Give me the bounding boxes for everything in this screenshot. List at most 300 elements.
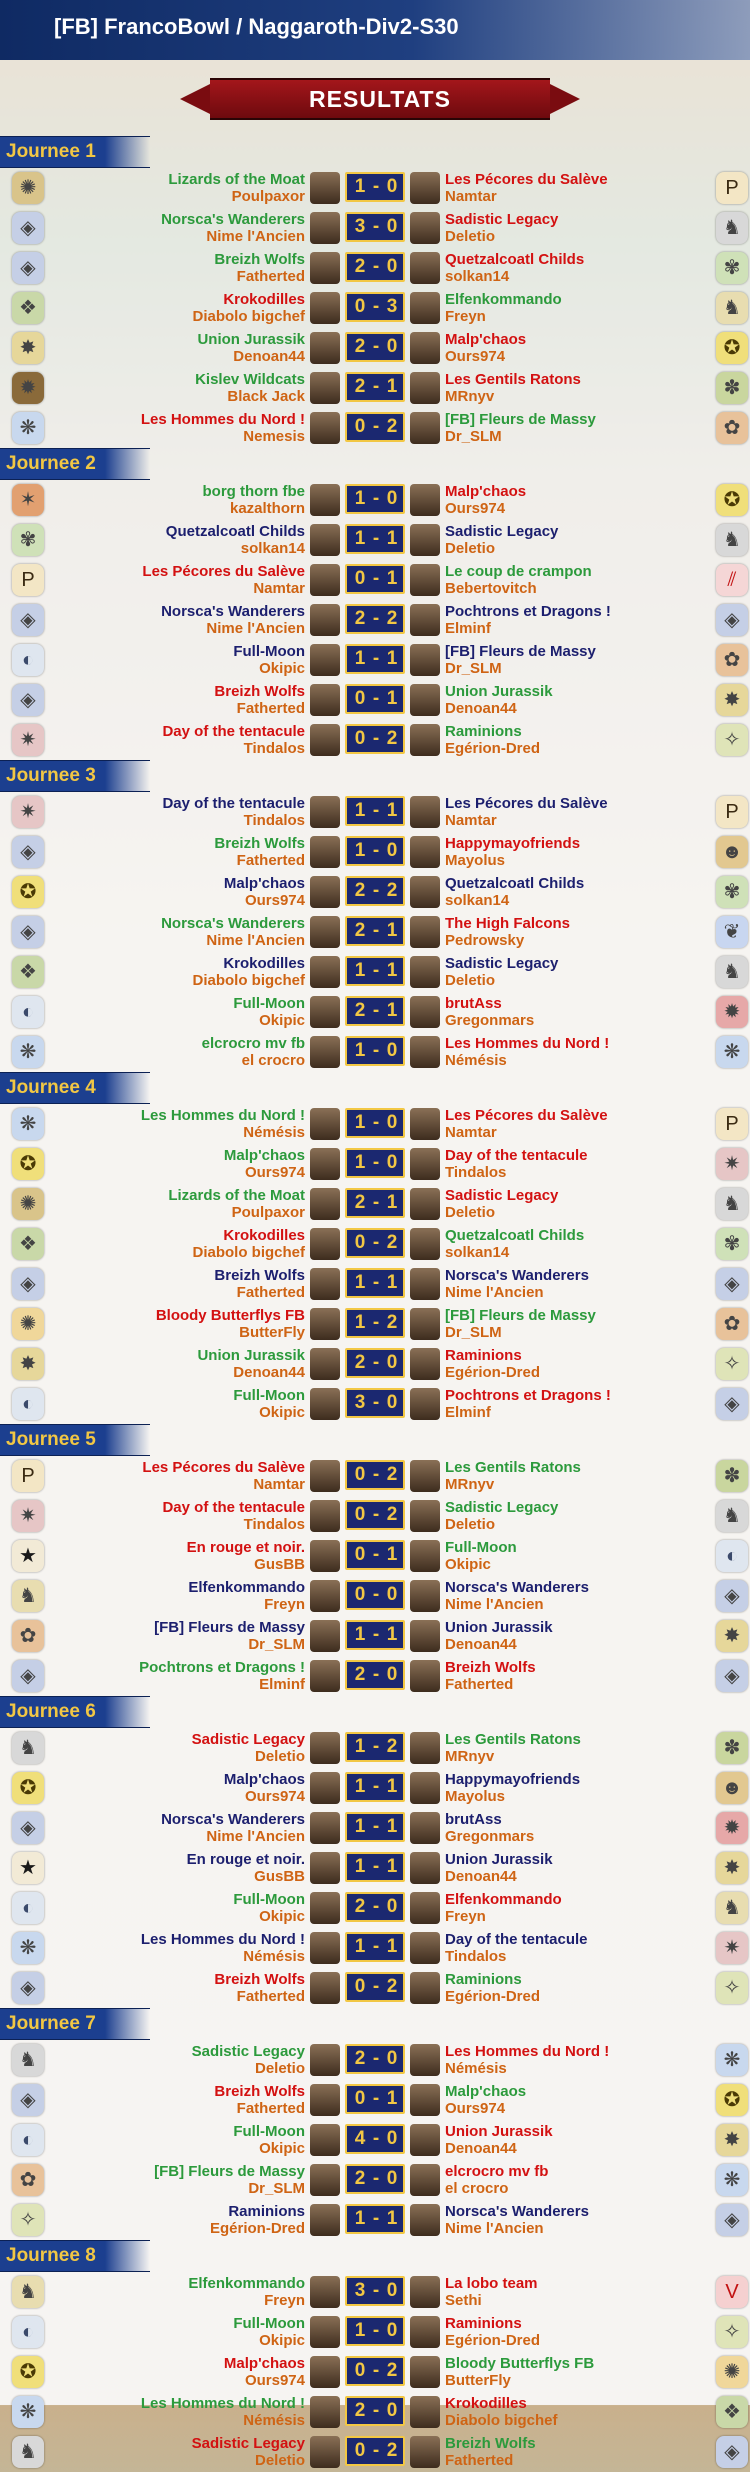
home-team-name[interactable]: Full-Moon	[233, 995, 305, 1012]
away-team-name[interactable]: brutAss	[445, 995, 502, 1012]
score-box[interactable]	[345, 1308, 405, 1338]
score-box[interactable]	[345, 372, 405, 402]
home-team-name[interactable]: Full-Moon	[233, 1387, 305, 1404]
home-team-name[interactable]: Union Jurassik	[197, 1347, 305, 1364]
home-team[interactable]	[161, 603, 305, 637]
home-team[interactable]	[233, 2123, 305, 2157]
away-team[interactable]	[445, 915, 570, 949]
away-coach-name[interactable]: Pedrowsky	[445, 932, 525, 949]
home-team[interactable]	[192, 2435, 305, 2469]
home-team-name[interactable]: [FB] Fleurs de Massy	[154, 2163, 305, 2180]
away-team-name[interactable]: Day of the tentacule	[445, 1931, 588, 1948]
home-coach-name[interactable]: ButterFly	[239, 1324, 305, 1341]
away-team[interactable]	[445, 683, 553, 717]
away-team[interactable]	[445, 1227, 584, 1261]
away-team[interactable]	[445, 1659, 536, 1693]
away-coach-name[interactable]: Nime l'Ancien	[445, 1596, 544, 1613]
home-team-name[interactable]: Malp'chaos	[223, 2355, 305, 2372]
home-team[interactable]	[141, 411, 305, 445]
away-team[interactable]	[445, 1539, 517, 1573]
home-coach-name[interactable]: Fatherted	[236, 2100, 305, 2117]
away-team-name[interactable]: elcrocro mv fb	[445, 2163, 549, 2180]
away-coach-name[interactable]: Freyn	[445, 308, 486, 325]
score-box[interactable]	[345, 916, 405, 946]
home-coach-name[interactable]: Diabolo bigchef	[192, 308, 305, 325]
home-team[interactable]	[224, 1771, 305, 1805]
home-coach-name[interactable]: kazalthorn	[229, 500, 305, 517]
home-team-name[interactable]: Sadistic Legacy	[191, 2043, 305, 2060]
away-coach-name[interactable]: Bebertovitch	[445, 580, 537, 597]
away-coach-name[interactable]: Tindalos	[445, 1164, 507, 1181]
away-coach-name[interactable]: MRnyv	[445, 1476, 495, 1493]
away-team-name[interactable]: Malp'chaos	[445, 331, 527, 348]
away-team[interactable]	[445, 251, 584, 285]
away-team-name[interactable]: Sadistic Legacy	[445, 1187, 559, 1204]
away-coach-name[interactable]: Nime l'Ancien	[445, 1284, 544, 1301]
away-coach-name[interactable]: Dr_SLM	[445, 660, 502, 677]
home-team-name[interactable]: Pochtrons et Dragons !	[139, 1659, 305, 1676]
home-team[interactable]	[168, 171, 305, 205]
home-coach-name[interactable]: Ours974	[244, 2372, 305, 2389]
away-team-name[interactable]: Union Jurassik	[445, 1851, 553, 1868]
score-box[interactable]	[345, 2204, 405, 2234]
home-team[interactable]	[192, 2043, 305, 2077]
away-team-name[interactable]: Quetzalcoatl Childs	[445, 1227, 585, 1244]
home-team-name[interactable]: Malp'chaos	[223, 1771, 305, 1788]
score-box[interactable]	[345, 1268, 405, 1298]
score-box[interactable]	[345, 1036, 405, 1066]
home-team-name[interactable]: Malp'chaos	[223, 1147, 305, 1164]
away-team[interactable]	[445, 171, 608, 205]
score-box[interactable]	[345, 332, 405, 362]
away-coach-name[interactable]: Namtar	[445, 188, 497, 205]
home-team-name[interactable]: Elfenkommando	[188, 1579, 305, 1596]
home-coach-name[interactable]: Okipic	[259, 1012, 305, 1029]
score-box[interactable]	[345, 1148, 405, 1178]
away-coach-name[interactable]: Némésis	[445, 2060, 507, 2077]
home-team[interactable]	[233, 1387, 305, 1421]
away-team[interactable]	[445, 1267, 589, 1301]
home-coach-name[interactable]: Fatherted	[236, 1284, 305, 1301]
score-box[interactable]	[345, 1388, 405, 1418]
away-team[interactable]	[445, 2275, 538, 2309]
away-team[interactable]	[445, 1619, 553, 1653]
home-coach-name[interactable]: Okipic	[259, 1908, 305, 1925]
away-coach-name[interactable]: Egérion-Dred	[445, 740, 541, 757]
away-coach-name[interactable]: Fatherted	[445, 2452, 514, 2469]
home-coach-name[interactable]: Egérion-Dred	[209, 2220, 305, 2237]
home-team-name[interactable]: Norsca's Wanderers	[161, 1811, 305, 1828]
away-team[interactable]	[445, 291, 562, 325]
away-coach-name[interactable]: Namtar	[445, 812, 497, 829]
home-team[interactable]	[214, 683, 305, 717]
away-coach-name[interactable]: MRnyv	[445, 388, 495, 405]
score-box[interactable]	[345, 1660, 405, 1690]
away-coach-name[interactable]: Némésis	[445, 1052, 507, 1069]
away-coach-name[interactable]: Deletio	[445, 540, 496, 557]
away-coach-name[interactable]: Deletio	[445, 1204, 496, 1221]
home-team-name[interactable]: Kislev Wildcats	[195, 371, 305, 388]
home-team[interactable]	[224, 1147, 305, 1181]
home-team-name[interactable]: Union Jurassik	[197, 331, 305, 348]
away-team-name[interactable]: Sadistic Legacy	[445, 523, 559, 540]
home-team[interactable]	[197, 1347, 305, 1381]
away-team-name[interactable]: Happymayofriends	[445, 1771, 581, 1788]
home-coach-name[interactable]: Deletio	[254, 2452, 305, 2469]
home-team-name[interactable]: Bloody Butterflys FB	[155, 1307, 305, 1324]
away-team-name[interactable]: Breizh Wolfs	[445, 1659, 536, 1676]
away-team-name[interactable]: [FB] Fleurs de Massy	[445, 1307, 596, 1324]
score-box[interactable]	[345, 1732, 405, 1762]
away-team[interactable]	[445, 995, 534, 1029]
away-coach-name[interactable]: Ours974	[445, 2100, 506, 2117]
home-team-name[interactable]: Les Pécores du Salève	[142, 1459, 305, 1476]
score-box[interactable]	[345, 412, 405, 442]
home-team-name[interactable]: En rouge et noir.	[186, 1539, 305, 1556]
home-team-name[interactable]: Quetzalcoatl Childs	[165, 523, 305, 540]
home-coach-name[interactable]: Okipic	[259, 660, 305, 677]
home-team[interactable]	[162, 723, 305, 757]
home-coach-name[interactable]: Diabolo bigchef	[192, 1244, 305, 1261]
away-team[interactable]	[445, 603, 611, 637]
score-box[interactable]	[345, 1620, 405, 1650]
home-coach-name[interactable]: Deletio	[254, 1748, 305, 1765]
home-coach-name[interactable]: Némésis	[243, 1124, 305, 1141]
away-team[interactable]	[445, 2203, 589, 2237]
score-box[interactable]	[345, 484, 405, 514]
home-team-name[interactable]: Krokodilles	[223, 1227, 305, 1244]
home-team-name[interactable]: Malp'chaos	[223, 875, 305, 892]
away-team[interactable]	[445, 411, 596, 445]
away-team-name[interactable]: Les Gentils Ratons	[445, 371, 581, 388]
away-team-name[interactable]: Day of the tentacule	[445, 1147, 588, 1164]
home-team[interactable]	[193, 955, 306, 989]
away-team[interactable]	[445, 1459, 581, 1493]
away-team-name[interactable]: La lobo team	[445, 2275, 538, 2292]
away-team[interactable]	[445, 1499, 558, 1533]
score-box[interactable]	[345, 644, 405, 674]
home-coach-name[interactable]: Denoan44	[233, 348, 305, 365]
home-team-name[interactable]: Full-Moon	[233, 2315, 305, 2332]
home-coach-name[interactable]: Deletio	[254, 2060, 305, 2077]
home-coach-name[interactable]: Denoan44	[233, 1364, 305, 1381]
score-box[interactable]	[345, 604, 405, 634]
score-box[interactable]	[345, 1972, 405, 2002]
away-coach-name[interactable]: Denoan44	[445, 2140, 517, 2157]
score-box[interactable]	[345, 1460, 405, 1490]
away-team[interactable]	[445, 835, 580, 869]
away-coach-name[interactable]: Namtar	[445, 1124, 497, 1141]
home-team[interactable]	[214, 1971, 305, 2005]
away-team[interactable]	[445, 1035, 609, 1069]
score-box[interactable]	[345, 796, 405, 826]
home-coach-name[interactable]: Freyn	[264, 1596, 305, 1613]
score-box[interactable]	[345, 172, 405, 202]
away-team-name[interactable]: Raminions	[445, 723, 522, 740]
away-team-name[interactable]: Les Gentils Ratons	[445, 1459, 581, 1476]
away-team-name[interactable]: Sadistic Legacy	[445, 955, 559, 972]
away-coach-name[interactable]: Deletio	[445, 228, 496, 245]
score-box[interactable]	[345, 1892, 405, 1922]
home-team[interactable]	[214, 1267, 305, 1301]
home-team-name[interactable]: Full-Moon	[233, 643, 305, 660]
home-team[interactable]	[156, 1307, 305, 1341]
away-coach-name[interactable]: Dr_SLM	[445, 1324, 502, 1341]
away-team[interactable]	[445, 563, 592, 597]
score-box[interactable]	[345, 292, 405, 322]
home-team-name[interactable]: Norsca's Wanderers	[161, 603, 305, 620]
away-coach-name[interactable]: Gregonmars	[445, 1012, 535, 1029]
score-box[interactable]	[345, 1228, 405, 1258]
home-team[interactable]	[233, 995, 305, 1029]
score-box[interactable]	[345, 2436, 405, 2466]
score-box[interactable]	[345, 1772, 405, 1802]
home-team[interactable]	[224, 2355, 305, 2389]
away-team[interactable]	[445, 1851, 553, 1885]
home-team[interactable]	[202, 1035, 305, 1069]
score-box[interactable]	[345, 1108, 405, 1138]
home-coach-name[interactable]: Ours974	[244, 1164, 305, 1181]
score-box[interactable]	[345, 684, 405, 714]
away-team-name[interactable]: Bloody Butterflys FB	[445, 2355, 595, 2372]
away-team-name[interactable]: Happymayofriends	[445, 835, 581, 852]
score-box[interactable]	[345, 2316, 405, 2346]
away-team-name[interactable]: Sadistic Legacy	[445, 211, 559, 228]
away-team[interactable]	[445, 2163, 548, 2197]
away-coach-name[interactable]: Denoan44	[445, 1636, 517, 1653]
away-team[interactable]	[445, 1579, 589, 1613]
home-team[interactable]	[168, 1187, 305, 1221]
away-team-name[interactable]: Union Jurassik	[445, 2123, 553, 2140]
away-team[interactable]	[445, 2043, 609, 2077]
score-box[interactable]	[345, 1580, 405, 1610]
home-coach-name[interactable]: Elminf	[259, 1676, 305, 1693]
home-coach-name[interactable]: el crocro	[241, 1052, 305, 1069]
away-coach-name[interactable]: MRnyv	[445, 1748, 495, 1765]
away-coach-name[interactable]: Diabolo bigchef	[445, 2412, 558, 2429]
away-coach-name[interactable]: Freyn	[445, 1908, 486, 1925]
home-coach-name[interactable]: Ours974	[244, 892, 305, 909]
away-team[interactable]	[445, 1811, 534, 1845]
score-box[interactable]	[345, 876, 405, 906]
home-coach-name[interactable]: Black Jack	[227, 388, 305, 405]
away-coach-name[interactable]: Egérion-Dred	[445, 2332, 541, 2349]
score-box[interactable]	[345, 1540, 405, 1570]
home-team[interactable]	[233, 643, 305, 677]
home-team-name[interactable]: Krokodilles	[223, 955, 305, 972]
away-team[interactable]	[445, 2355, 594, 2389]
home-team[interactable]	[139, 1659, 305, 1693]
score-box[interactable]	[345, 1812, 405, 1842]
home-team[interactable]	[187, 1851, 305, 1885]
home-coach-name[interactable]: Dr_SLM	[248, 1636, 305, 1653]
home-coach-name[interactable]: Namtar	[253, 1476, 305, 1493]
score-box[interactable]	[345, 2164, 405, 2194]
home-team[interactable]	[197, 331, 305, 365]
home-team-name[interactable]: Full-Moon	[233, 1891, 305, 1908]
home-team[interactable]	[142, 563, 305, 597]
score-box[interactable]	[345, 1932, 405, 1962]
away-team[interactable]	[445, 1187, 558, 1221]
away-team[interactable]	[445, 1307, 596, 1341]
home-coach-name[interactable]: Ours974	[244, 1788, 305, 1805]
home-team[interactable]	[224, 875, 305, 909]
home-team-name[interactable]: Breizh Wolfs	[214, 2083, 305, 2100]
home-coach-name[interactable]: Namtar	[253, 580, 305, 597]
score-box[interactable]	[345, 724, 405, 754]
home-team[interactable]	[193, 1227, 306, 1261]
home-team-name[interactable]: Breizh Wolfs	[214, 251, 305, 268]
home-coach-name[interactable]: Némésis	[243, 1948, 305, 1965]
home-coach-name[interactable]: Nime l'Ancien	[206, 932, 305, 949]
away-coach-name[interactable]: ButterFly	[445, 2372, 511, 2389]
away-team-name[interactable]: Les Pécores du Salève	[445, 795, 608, 812]
score-box[interactable]	[345, 836, 405, 866]
away-team[interactable]	[445, 483, 526, 517]
away-team[interactable]	[445, 795, 608, 829]
home-team-name[interactable]: Les Hommes du Nord !	[140, 1931, 305, 1948]
away-coach-name[interactable]: Dr_SLM	[445, 428, 502, 445]
away-coach-name[interactable]: Denoan44	[445, 700, 517, 717]
away-coach-name[interactable]: Okipic	[445, 1556, 491, 1573]
home-team-name[interactable]: Les Hommes du Nord !	[140, 411, 305, 428]
away-team-name[interactable]: Union Jurassik	[445, 1619, 553, 1636]
home-team-name[interactable]: Breizh Wolfs	[214, 835, 305, 852]
home-coach-name[interactable]: Fatherted	[236, 852, 305, 869]
away-coach-name[interactable]: Fatherted	[445, 1676, 514, 1693]
score-box[interactable]	[345, 956, 405, 986]
away-team[interactable]	[445, 955, 558, 989]
away-team[interactable]	[445, 1347, 540, 1381]
home-team-name[interactable]: elcrocro mv fb	[201, 1035, 305, 1052]
away-coach-name[interactable]: Denoan44	[445, 1868, 517, 1885]
score-box[interactable]	[345, 2276, 405, 2306]
away-team-name[interactable]: Pochtrons et Dragons !	[445, 603, 611, 620]
home-coach-name[interactable]: Dr_SLM	[248, 2180, 305, 2197]
home-team-name[interactable]: Full-Moon	[233, 2123, 305, 2140]
home-coach-name[interactable]: Okipic	[259, 2332, 305, 2349]
home-team-name[interactable]: Les Pécores du Salève	[142, 563, 305, 580]
away-team[interactable]	[445, 1931, 588, 1965]
home-team-name[interactable]: Sadistic Legacy	[191, 2435, 305, 2452]
away-coach-name[interactable]: Tindalos	[445, 1948, 507, 1965]
away-coach-name[interactable]: Elminf	[445, 620, 491, 637]
away-team-name[interactable]: Le coup de crampon	[445, 563, 592, 580]
away-coach-name[interactable]: Deletio	[445, 972, 496, 989]
away-team-name[interactable]: Quetzalcoatl Childs	[445, 251, 585, 268]
home-coach-name[interactable]: GusBB	[254, 1556, 305, 1573]
away-team[interactable]	[445, 211, 558, 245]
home-team-name[interactable]: Breizh Wolfs	[214, 1267, 305, 1284]
home-team-name[interactable]: [FB] Fleurs de Massy	[154, 1619, 305, 1636]
score-box[interactable]	[345, 212, 405, 242]
home-team[interactable]	[203, 483, 305, 517]
away-team-name[interactable]: Raminions	[445, 2315, 522, 2332]
away-team-name[interactable]: Les Hommes du Nord !	[445, 1035, 610, 1052]
home-coach-name[interactable]: solkan14	[240, 540, 305, 557]
home-coach-name[interactable]: Tindalos	[243, 812, 305, 829]
home-coach-name[interactable]: Okipic	[259, 1404, 305, 1421]
home-team-name[interactable]: Day of the tentacule	[162, 1499, 305, 1516]
away-coach-name[interactable]: solkan14	[445, 892, 510, 909]
score-box[interactable]	[345, 1188, 405, 1218]
home-team[interactable]	[161, 1811, 305, 1845]
away-team[interactable]	[445, 2123, 553, 2157]
home-team[interactable]	[142, 1459, 305, 1493]
home-team-name[interactable]: Lizards of the Moat	[168, 171, 305, 188]
away-team-name[interactable]: [FB] Fleurs de Massy	[445, 411, 596, 428]
home-team-name[interactable]: Sadistic Legacy	[191, 1731, 305, 1748]
home-team[interactable]	[233, 1891, 305, 1925]
away-team[interactable]	[445, 723, 540, 757]
home-coach-name[interactable]: Némésis	[243, 2412, 305, 2429]
away-team-name[interactable]: Elfenkommando	[445, 1891, 562, 1908]
home-coach-name[interactable]: Fatherted	[236, 268, 305, 285]
home-team-name[interactable]: Krokodilles	[223, 291, 305, 308]
home-coach-name[interactable]: Okipic	[259, 2140, 305, 2157]
away-team[interactable]	[445, 1891, 562, 1925]
home-team[interactable]	[192, 1731, 305, 1765]
away-team-name[interactable]: Malp'chaos	[445, 483, 527, 500]
away-team[interactable]	[445, 2395, 558, 2429]
away-team-name[interactable]: Les Pécores du Salève	[445, 171, 608, 188]
score-box[interactable]	[345, 524, 405, 554]
score-box[interactable]	[345, 1348, 405, 1378]
away-coach-name[interactable]: Sethi	[445, 2292, 482, 2309]
home-team[interactable]	[162, 1499, 305, 1533]
away-coach-name[interactable]: Gregonmars	[445, 1828, 535, 1845]
away-team-name[interactable]: brutAss	[445, 1811, 502, 1828]
score-box[interactable]	[345, 252, 405, 282]
home-team-name[interactable]: Les Hommes du Nord !	[140, 1107, 305, 1124]
away-team-name[interactable]: Les Gentils Ratons	[445, 1731, 581, 1748]
home-team[interactable]	[195, 371, 305, 405]
away-team[interactable]	[445, 523, 558, 557]
home-team[interactable]	[187, 1539, 305, 1573]
home-coach-name[interactable]: Poulpaxor	[231, 188, 305, 205]
away-team-name[interactable]: Full-Moon	[445, 1539, 517, 1556]
away-team[interactable]	[445, 371, 581, 405]
home-team[interactable]	[161, 211, 305, 245]
home-team[interactable]	[161, 915, 305, 949]
home-team[interactable]	[154, 1619, 305, 1653]
away-team-name[interactable]: Union Jurassik	[445, 683, 553, 700]
away-team-name[interactable]: [FB] Fleurs de Massy	[445, 643, 596, 660]
score-box[interactable]	[345, 2124, 405, 2154]
away-team-name[interactable]: The High Falcons	[445, 915, 571, 932]
home-team-name[interactable]: Raminions	[228, 2203, 305, 2220]
home-coach-name[interactable]: GusBB	[254, 1868, 305, 1885]
away-team-name[interactable]: Norsca's Wanderers	[445, 1579, 589, 1596]
away-team[interactable]	[445, 1147, 588, 1181]
score-box[interactable]	[345, 564, 405, 594]
home-team-name[interactable]: En rouge et noir.	[186, 1851, 305, 1868]
home-team[interactable]	[233, 2315, 305, 2349]
home-team-name[interactable]: Norsca's Wanderers	[161, 211, 305, 228]
away-coach-name[interactable]: Ours974	[445, 500, 506, 517]
home-team[interactable]	[210, 2203, 305, 2237]
away-team-name[interactable]: Breizh Wolfs	[445, 2435, 536, 2452]
away-team-name[interactable]: Raminions	[445, 1971, 522, 1988]
home-team-name[interactable]: Day of the tentacule	[162, 723, 305, 740]
away-team[interactable]	[445, 2083, 526, 2117]
away-team-name[interactable]: Raminions	[445, 1347, 522, 1364]
home-coach-name[interactable]: Nime l'Ancien	[206, 1828, 305, 1845]
home-team-name[interactable]: Breizh Wolfs	[214, 683, 305, 700]
home-coach-name[interactable]: Nime l'Ancien	[206, 620, 305, 637]
home-coach-name[interactable]: Nemesis	[243, 428, 305, 445]
home-coach-name[interactable]: Fatherted	[236, 1988, 305, 2005]
